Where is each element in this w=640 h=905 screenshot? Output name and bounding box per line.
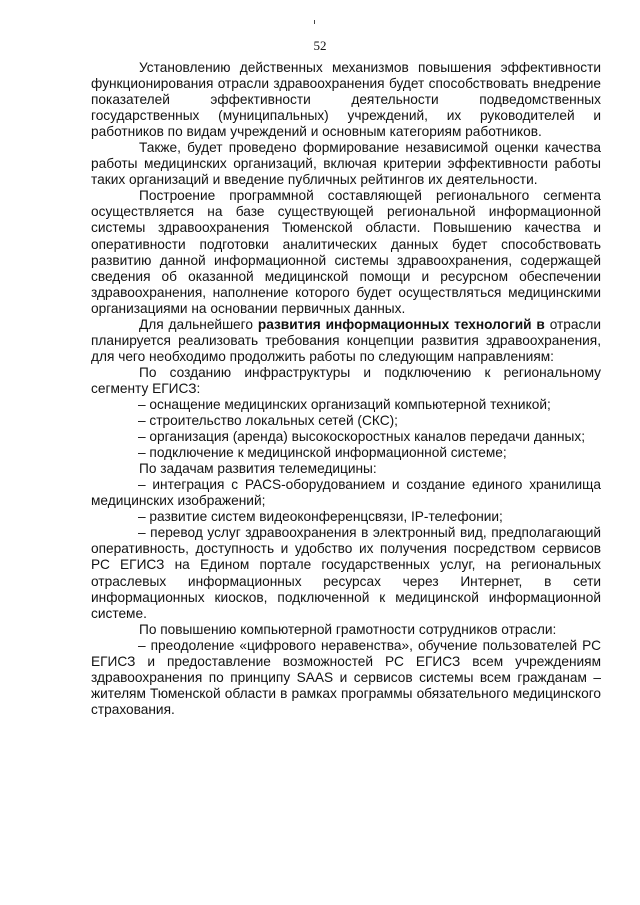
paragraph-regional-segment: Построение программной составляющей регионального сегмента осуществляется на базе существующей региональной информационной системы здравоохранения Тюменской области. Повышению качества и оперативности подготовки аналитических данных будет способствовать развитию данной информационной системы здравоохранения, содержащей сведения об оказанной медицинской помощи и ресурсном обеспечении здравоохранения, наполнение которого будет осуществляться медицинскими организациями на основании первичных данных. — [91, 188, 601, 316]
list-item-medical-system-connection: – подключение к медицинской информационной системе; — [138, 445, 507, 461]
section-heading-computer-literacy: По повышению компьютерной грамотности сотрудников отрасли: — [139, 621, 557, 637]
section-heading-infrastructure: По созданию инфраструктуры и подключению к региональному сегменту ЕГИСЗ: — [91, 364, 601, 396]
list-item-computer-equipment: – оснащение медицинских организаций компьютерной техникой; — [138, 396, 551, 412]
list-item-digital-inequality: – преодоление «цифрового неравенства», обучение пользователей РС ЕГИСЗ и предоставление возможностей РС ЕГИСЗ всем учреждениям здравоохранения по принципу SAAS и сервисов системы всем гражданам – жителям Тюменской области в рамках программы обязательного медицинского страхования. — [91, 637, 601, 717]
paragraph-it-development-end: отрасли планируется реализовать требования концепции развития здравоохранения, для чего необходимо продолжить работы по следующим направлениям: — [91, 316, 601, 364]
scan-mark — [314, 20, 315, 24]
list-item-pacs-integration: – интеграция с PACS-оборудованием и создание единого хранилища медицинских изображений; — [91, 477, 601, 509]
paragraph-it-development — [91, 317, 601, 365]
paragraph-it-development-start: Для дальнейшего — [139, 316, 258, 332]
list-item-local-networks: – строительство локальных сетей (СКС); — [138, 413, 398, 429]
list-item-data-channels: – организация (аренда) высокоскоростных каналов передачи данных; — [138, 429, 586, 445]
paragraph-it-development-emphasis: развития информационных технологий в — [257, 316, 545, 332]
page-number: 52 — [313, 38, 327, 53]
section-heading-telemedicine: По задачам развития телемедицины: — [139, 461, 377, 477]
paragraph-efficiency-mechanisms: Установлению действенных механизмов повышения эффективности функционирования отрасли здравоохранения будет способствовать внедрение показателей эффективности деятельности подведомственных государственных (муниципальных) учреждений, их руководителей и работников по видам учреждений и основным категориям работников. — [91, 60, 601, 140]
document-body — [91, 60, 601, 718]
list-item-videoconferencing: – развитие систем видеоконференцсвязи, IP-телефонии; — [138, 509, 503, 525]
paragraph-independent-assessment: Также, будет проведено формирование независимой оценки качества работы медицинских организаций, включая критерии эффективности работы таких организаций и введение публичных рейтингов их деятельности. — [91, 140, 601, 188]
list-item-electronic-services: – перевод услуг здравоохранения в электронный вид, предполагающий оперативность, доступность и удобство их получения посредством сервисов РС ЕГИСЗ на Едином портале государственных услуг, на региональных отраслевых информационных ресурсах через Интернет, в сети информационных киосков, подключенной к медицинской информационной системе. — [91, 525, 601, 621]
